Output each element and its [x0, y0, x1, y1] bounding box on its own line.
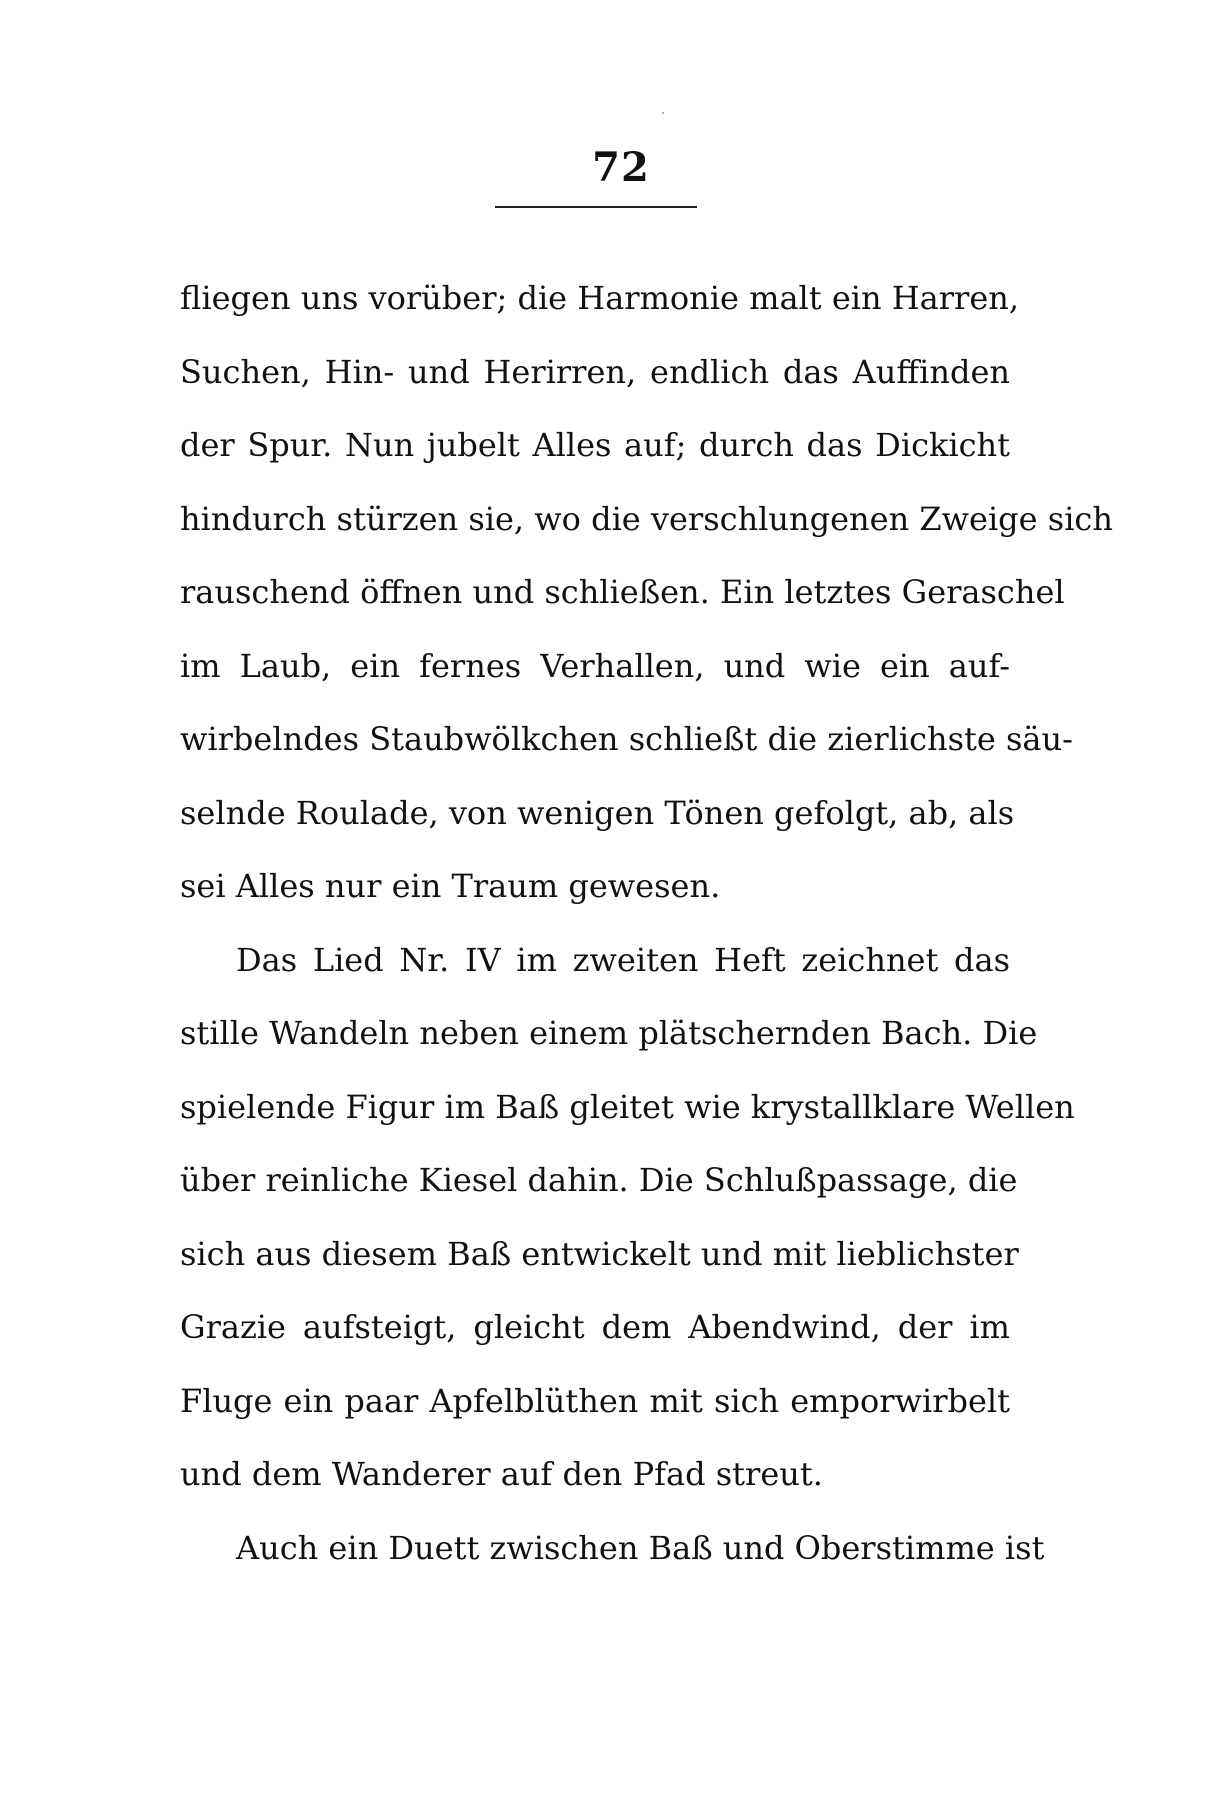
text-line: rauschend öffnen und schließen. Ein letztes Geraschel: [180, 573, 1065, 611]
text-line: im Laub, ein fernes Verhallen, und wie ein auf-: [180, 646, 1010, 685]
text-line: wirbelndes Staubwölkchen schließt die zierlichste säu-: [180, 720, 1073, 758]
page-number: 72: [592, 144, 650, 191]
body-text: [180, 262, 1113, 1585]
text-line: über reinliche Kiesel dahin. Die Schlußpassage, die: [180, 1161, 1018, 1199]
text-line: Das Lied Nr. IV im zweiten Heft zeichnet das: [236, 940, 1010, 979]
text-line: hindurch stürzen sie, wo die verschlungenen Zweige sich: [180, 499, 1113, 538]
header-rule: [495, 206, 697, 208]
text-line: fliegen uns vorüber; die Harmonie malt ein Harren,: [180, 279, 1020, 317]
text-line: stille Wandeln neben einem plätschernden Bach. Die: [180, 1014, 1038, 1052]
paper-speck: [662, 112, 664, 114]
text-line: der Spur. Nun jubelt Alles auf; durch das Dickicht: [180, 426, 1010, 464]
text-line: spielende Figur im Baß gleitet wie krystallklare Wellen: [180, 1087, 1075, 1126]
text-line: Grazie aufsteigt, gleicht dem Abendwind, der im: [180, 1308, 1010, 1346]
text-line: selnde Roulade, von wenigen Tönen gefolgt, ab, als: [180, 793, 1015, 832]
text-line: sei Alles nur ein Traum gewesen.: [180, 867, 721, 905]
text-line: Suchen, Hin- und Herirren, endlich das Auffinden: [180, 352, 1010, 391]
text-line: Fluge ein paar Apfelblüthen mit sich emporwirbelt: [180, 1381, 1010, 1420]
text-line: und dem Wanderer auf den Pfad streut.: [180, 1455, 823, 1493]
text-line: Auch ein Duett zwischen Baß und Oberstimme ist: [236, 1528, 1045, 1567]
text-line: sich aus diesem Baß entwickelt und mit lieblichster: [180, 1234, 1019, 1273]
